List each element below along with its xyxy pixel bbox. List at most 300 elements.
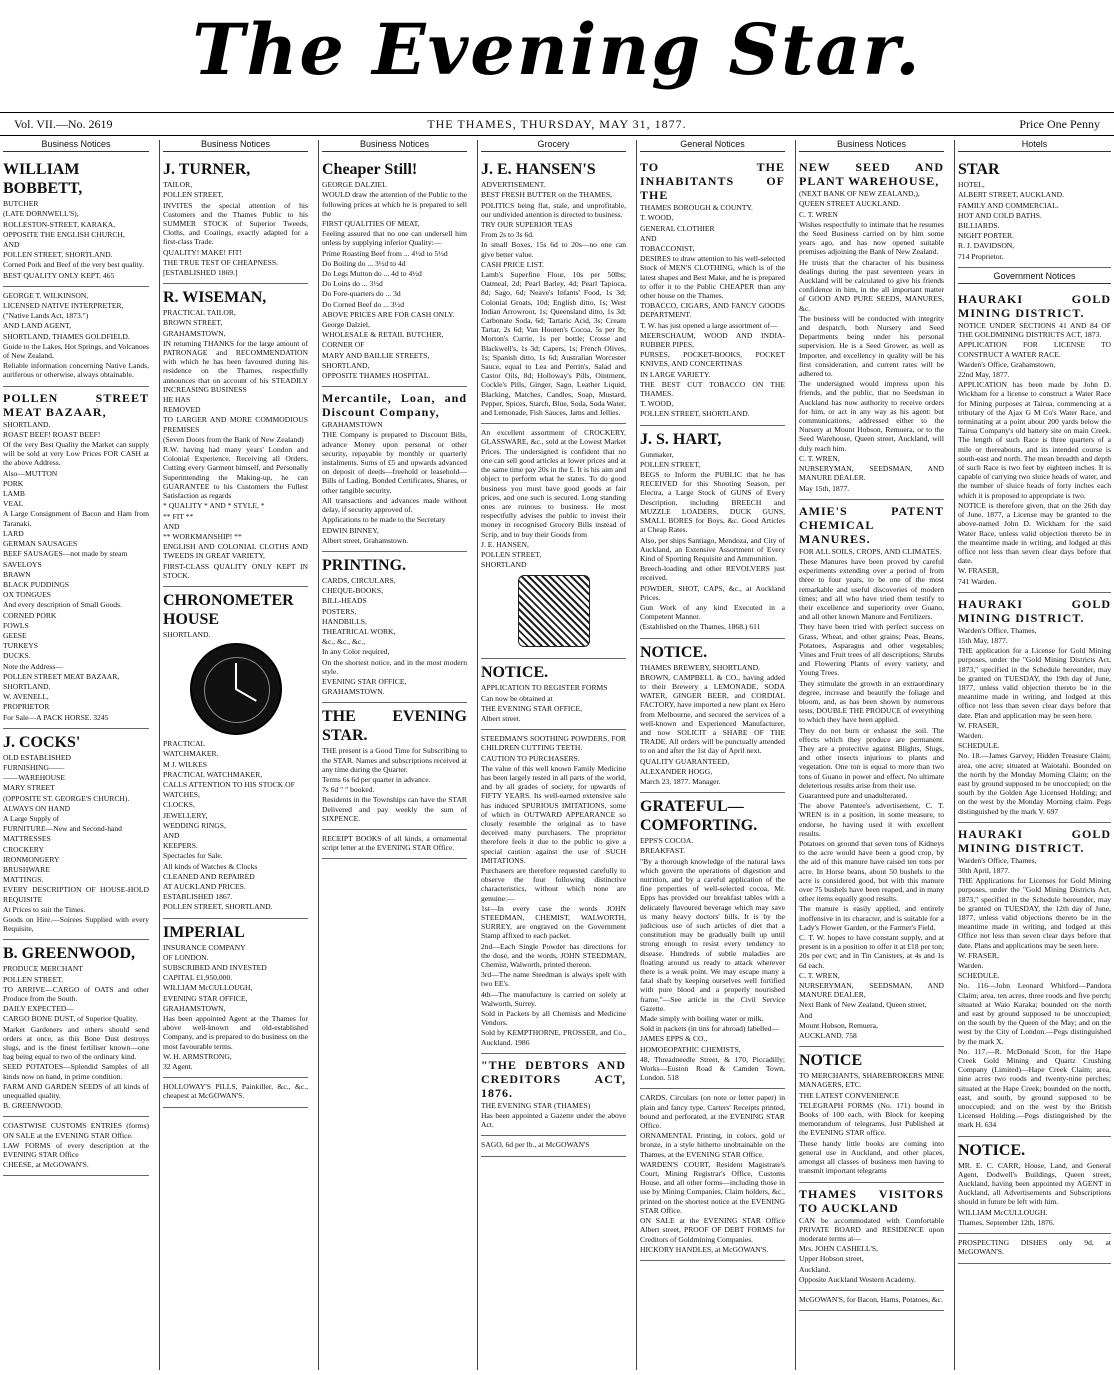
ad-text: In any Color required, [322,647,390,657]
advertisement [322,387,467,552]
ad-text: WARDEN'S COURT, Resident Magistrate's Court, Mining Registrar's Office, Customs House, and all other forms—including those in use by Mining Companies, Claim holders, &c., printed on the shortest notice at the EVENING STAR Office. [640,1159,785,1215]
ad-text: Thames, September 12th, 1876. [958,1217,1055,1227]
ad-text: HOTEL, [958,180,985,190]
ad-headline: GRATEFUL—COMFORTING. [640,798,758,835]
ad-text: W. AVENELL, [3,692,49,702]
ad-text: 3rd—The name Steedman is always spelt with two EE's. [481,970,626,989]
ad-text: Do Loins do ... 3½d [322,279,383,289]
ad-text: QUEEN STREET AUCKLAND. [799,199,901,209]
ad-text: CALLS ATTENTION TO HIS STOCK OF [163,779,295,789]
ad-text: THE BEST CUT TOBACCO ON THE THAMES. [640,379,785,399]
ad-text: WATCHES, [163,790,200,800]
ad-headline: PRINTING. [322,556,407,574]
ad-text: WATCHMAKER. [163,749,219,759]
ad-text: ROLLESTON-STREET, KARAKA, [3,219,116,229]
ad-text: ** WORKMANSHIP! ** [163,531,242,541]
ad-text: AT AUCKLAND PRICES. [163,881,246,891]
advertisement [322,552,467,703]
ad-text: T. WOOD, [640,399,674,409]
ad-text: Purchasers are therefore requested carefully to observe the four following distinctive characteristics, without which none are genuine:— [481,865,626,903]
crest-emblem-icon [518,575,590,647]
ad-text: AND [640,233,657,243]
ad-text: And every description of Small Goods. [3,600,122,610]
ad-text: JAMES EPPS & CO., [640,1034,708,1044]
ad-text: NOTICE UNDER SECTIONS 41 AND 84 OF THE GOLDMINING DISTRICTS ACT, 1873. [958,321,1111,340]
ad-text: Goods on Hire.—Soirees Supplied with every Requisite, [3,915,149,934]
advertisement [958,823,1111,1137]
ad-text: TAILOR, [163,180,193,190]
ad-headline: J. E. HANSEN'S [481,161,596,179]
ad-headline: STEEDMAN'S SOOTHING POWDERS, FOR CHILDREN CUTTING TEETH. [481,734,626,753]
advertisement [640,1089,785,1260]
column-3 [318,140,470,1370]
ad-text: T. WOOD, [640,213,674,223]
ad-headline: B. GREENWOOD, [3,945,136,963]
ad-text: ROAST BEEF! ROAST BEEF! [3,429,101,439]
ad-text: Has been appointed Agent at the Thames for above well-known and old-established Company, and is prepared to do business on the most favourable terms. [163,1014,308,1051]
ad-text: 30th April, 1877. [958,865,1010,875]
ad-text: Albert street. [481,713,521,723]
ad-headline: THAMES VISITORS TO AUCKLAND [799,1186,944,1215]
ad-text: &c., &c., &c., [322,637,366,647]
ad-text: THAMES BOROUGH & COUNTY. [640,203,753,213]
ad-text: EVERY DESCRIPTION OF HOUSE-HOLD REQUISITE [3,885,149,904]
advertisement [958,1234,1111,1263]
ad-text: JEWELLERY, [163,810,208,820]
column-heading: General Notices [640,140,785,152]
ad-text: TO LARGER AND MORE COMMODIOUS PREMISES [163,415,308,434]
ad-text: PRACTICAL [163,739,206,749]
ad-text: In small Boxes, 15s 6d to 20s—no one can give better value. [481,240,626,259]
ad-text: Market Gardeners and others should send orders at once, as this Bone Dust destroys slugs, and is the finest fertiliser known—one bag being equal to two of the ordinary kind. [3,1024,149,1062]
ad-text: OPPOSITE THE ENGLISH CHURCH, [3,229,125,239]
ad-text: POLLEN STREET, [163,190,224,200]
ad-text: (Established on the Thames, 1868.) 611 [640,622,761,632]
ad-text: R. J. DAVIDSON, [958,241,1015,251]
ad-text: Sold in Packets by all Chemists and Medicine Vendors. [481,1009,626,1028]
advertisement [640,639,785,794]
advertisement [322,156,467,387]
ad-text: GRAHAMSTOWN [322,420,383,430]
ad-text: Warden. [958,961,984,971]
advertisement [3,387,149,729]
ad-text: Gunmaker, [640,449,674,459]
ad-text: FURNITURE—New and Second-hand [3,824,122,834]
ad-text: A Large Supply of [3,813,60,823]
ad-text: OF LONDON. [163,952,209,962]
ad-headline: IMPERIAL [163,923,245,941]
column-7 [954,140,1114,1370]
ad-text: WHOLESALE & RETAIL BUTCHER, [322,330,444,340]
section-heading: Government Notices [958,272,1111,284]
ad-text: QUALITY GUARANTEED, [640,756,730,766]
ad-headline: TO THE INHABITANTS OF THE [640,160,785,203]
ad-text: WILLIAM McCULLOUGH. [958,1207,1048,1217]
ad-text: R.W. having had many years' London and Colonial Experience. Receiving all Orders, Cutting every Garment himself, and Personally Superintending the Making-up, he can GUARANTEE to his Customers the Fullest Satisfaction as regards [163,445,308,501]
ad-headline: NOTICE. [958,1141,1026,1159]
ad-headline: CARDS, Circulars (on note or letter paper) in plain and fancy type. Carters' Receipts printed, bound and perforated, at the EVENING STAR Office. [640,1093,785,1131]
ad-text: Feeling assured that no one can undersell him unless by supplying inferior Quality:— [322,229,467,248]
ad-text: THE present is a Good Time for Subscribing to the STAR. Names and subscriptions received at any time during the Quarter. [322,746,467,774]
ad-text: Warden. [958,730,984,740]
ad-text: Mrs. JOHN CASHELL'S, [799,1244,879,1254]
ad-text: BEEF SAUSAGES—not made by steam [3,549,128,559]
ad-text: IN returning THANKS for the large amount of PATRONAGE and RECOMMENDATION with which he has been favoured during his residence on the Thames, respectfully announces that on account of his STEADILY INCREASING BUSINESS [163,338,308,394]
dateline [0,112,1114,136]
ad-text: CORNER OF [322,340,365,350]
ad-text: POLLEN STREET, [481,549,542,559]
advertisement [799,1047,944,1182]
ad-text: C. T. W. hopes to have constant supply, and at present is in a position to offer it at £18 per ton; 20s per cwt; and in Tin Canisters, at 4s and 1s 6d each. [799,933,944,970]
ad-text: QUALITY! MAKE! FIT! [163,247,242,257]
ad-text: Lamb's Superfine Flour, 10s per 50lbs; Oatmeal, 2d; Pearl Barley, 4d; Pearl Tapioca, 8d; Sago, 6d; Neave's Infants' Food, 1s 3d; Colonial Groats, 10d; English ditto, 1s; West Indian Arrowroot, 1s; Queensland ditto, 1s 3d; Carbonate Soda, 6d; Tartaric Acid, 3s; Cream Tartar, 2s 6d; Van Houten's Cocoa, 5s per lb; Morton's Currie, 1s per bottle; Crosse and Blackwell's, 1s 3d; Capers, 1s; French Olives, 1s; Spanish ditto, 1s 6d; Australian Worcester Sauce, equal to Lea and Perrin's, Salad and Castor Oils, 8d; Holloway's Pills, Ointment, Cockle's Pills, Ginger, Sago, Leather Liquid, Blacking, Matches, Candles, Soap, Mustard, Pepper, Spices, Starch, Blue, Soda, Soda Water, and Lemonade, Fish Sauces, Jams and Jellies. [481,270,627,418]
ad-text: For Sale—A PACK HORSE. 3245 [3,712,109,722]
ad-text: MATTRESSES [3,834,51,844]
ad-text: All transactions and advances made without delay, if security approved of. [322,495,467,515]
masthead [0,0,1114,112]
ad-text: Prime Roasting Beef from ... 4½d to 5½d [322,248,448,258]
ad-text: (LATE DORNWELL'S), [3,209,79,219]
advertisement [3,287,149,387]
ad-text: These Manures have been proved by careful experiments extending over a period of from three to four years, to be one of the most remarkable and useful discoveries of modern times; and all who have tried them testify to their excellence and superiority over Guano, and all other known Manure and Fertilizers. [799,556,944,622]
ad-text: POWDER, SHOT, CAPS, &c., at Auckland Prices. [640,583,785,602]
ad-text: 32 Agent. [163,1062,193,1072]
ad-text: BLACK PUDDINGS [3,579,70,589]
ad-headline: THE EVENING STAR. [322,708,467,745]
columns [0,140,1114,1370]
ad-text: SUBSCRIBED AND INVESTED [163,962,267,972]
ad-headline: J. TURNER, [163,161,251,179]
ad-headline: "THE DEBTORS AND CREDITORS ACT, 1876. [481,1057,626,1100]
column-2 [159,140,311,1370]
ad-text: Guaranteed pure and unadulterated. [799,790,908,800]
ad-text: AND [163,521,180,531]
ad-text: Residents in the Townships can have the STAR Delivered and pay weekly the sum of SIXPENCE. [322,795,467,823]
advertisement [163,156,308,284]
ad-text: POLLEN STREET. [3,974,64,984]
ad-text: TO ARRIVE—CARGO of OATS and other Produce from the South. [3,984,149,1004]
advertisement [3,729,149,941]
advertisement [3,156,149,287]
ad-text: SHORTLAND. [3,681,51,691]
ad-text: C. T. WREN, [799,453,840,463]
column-heading: Grocery [481,140,626,152]
ad-text: March 23, 1877. Manager. [640,776,721,786]
ad-text: CARDS, CIRCULARS, [322,575,396,585]
ad-text: W. H. ARMSTRONG, [163,1051,232,1061]
advertisement [481,1136,626,1156]
ad-text: THE LATEST CONVENIENCE [799,1090,899,1100]
ad-text: FIRST QUALITIES OF MEAT, [322,219,420,229]
newspaper-title: The Evening Star. [192,8,922,91]
ad-text: GRAHAMSTOWN, [163,1003,226,1013]
ad-text: Potatoes on ground that seven tons of Kidneys to the acre would have been a good crop, by the aid of this manure have raised ten tons per acre. In Horse beans, about 50 bushels to the acre is considered good, but with this manure over 75 bushels have been reaped, and in many other items equally good results. [799,839,944,904]
ad-text: VEAL [3,499,24,509]
ad-text: May 15th, 1877. [799,483,850,493]
ad-text: BEST FRESH BUTTER on the THAMES, [481,190,612,200]
price: Price One Penny [1019,117,1100,131]
ad-text: ("Native Lands Act, 1873.") [3,311,89,321]
ad-text: LAMB [3,489,25,499]
ad-text: 22nd May, 1877. [958,370,1010,380]
ad-text: NURSERYMAN, SEEDSMAN, AND MANURE DEALER. [799,464,944,483]
ad-text: Reliable information concerning Native Lands, auriferous or otherwise, always obtainable. [3,361,149,380]
ad-text: Corned Pork and Beef of the very best quality. [3,260,145,270]
ad-text: DESIRES to draw attention to his well-selected Stock of MEN'S CLOTHING, which is of the latest shapes and Best Make, and he is prepared to offer it to the Public CHEAPER than any other house on the Thames. [640,254,785,301]
ad-text: From 2s to 3s 6d. [481,230,534,240]
ad-text: Sold by KEMPTHORNE, PROSSER, and Co., Auckland. 1986 [481,1028,626,1047]
ad-text: NURSERYMAN, SEEDSMAN, AND MANURE DEALER, [799,981,944,1000]
ad-text: POLLEN STREET, SHORTLAND. [163,902,273,912]
ad-text: (OPPOSITE ST. GEORGE'S CHURCH). [3,793,130,803]
ad-text: George Dalziel, [322,320,370,330]
ad-headline: AMIE'S PATENT CHEMICAL MANURES. [799,503,944,546]
ad-text: The value of this well known Family Medicine has been largely tested in all parts of the world, and by all grades of society, for upwards of FIFTY YEARS. Its well-earned extensive sale has induced SPURIOUS IMITATIONS, some of which in OUTWARD APPEARANCE so closely resemble the original as to have deceived many purchasers. The proprietor therefore feels it due to the public to give a special caution against the use of SUCH IMITATIONS. [481,763,626,865]
column-6 [795,140,947,1370]
ad-headline: HAURAKI GOLD MINING DISTRICT. [958,826,1111,855]
advertisement [640,426,785,639]
ad-text: ORNAMENTAL Printing, in colors, gold or bronze, in a style hitherto unobtainable on the Thames, at the EVENING STAR Office. [640,1131,785,1159]
advertisement [322,830,467,859]
ad-text: 15th May, 1877. [958,635,1008,645]
ad-text: KEEPERS. [163,841,198,851]
ad-text: POLITICS being flat, stale, and unprofitable, our undivided attention is directed to business. [481,200,626,219]
ad-text: Breech-loading and other REVOLVERS just received. [640,564,785,583]
ad-text: SEED POTATOES—Splendid Samples of all kinds now on hand, in prime condition. [3,1062,149,1081]
ad-text: Of the very Best Quality the Market can supply will be sold at very Low Prices FOR CASH at the above Address. [3,440,149,468]
advertisement [3,940,149,1117]
ad-text: On the shortest notice, and in the most modern style. [322,657,467,676]
advertisement [481,730,626,1054]
ad-text: AND [163,830,180,840]
ad-text: INVITES the special attention of his Customers and the Thames Public to his SUMMER STOCK of Superior Tweeds, Cloths, and Coatings, exactly adapted for a first-class Trade. [163,200,308,247]
ad-text: No. 18.—James Garvey; Hidden Treasure Claim; area, one acre; situated at Waiotahi. Bounded on the north by the Monday Morning Claim; on the east by ground supposed to be unoccupied; on the south by the Golden Age Licensed Holding; and on the west by the Monday Morning claim. Pegs distinguished by the mark V. 697 [958,751,1111,816]
ad-text: Gun Work of any kind Executed in a Competent Manner. [640,602,785,622]
ad-text: Also, per ships Santiago, Mendoza, and City of Auckland, an Extensive Assortment of Every Kind of Sporting Requisite and Ammunition. [640,535,785,563]
ad-text: T. W. has just opened a large assortment of— [640,320,778,330]
ad-text: HOMOEOPATHIC CHEMISTS, [640,1044,741,1054]
ad-text: IN LARGE VARIETY. [640,369,711,379]
advertisement [163,919,308,1079]
ad-text: HICKORY HANDLES, at McGOWAN'S. [640,1244,769,1254]
ad-text: AND LAND AGENT, [3,321,71,331]
ad-text: MATTINGS. [3,875,44,885]
ad-text: EVENING STAR OFFICE, [322,676,407,686]
ad-text: NOTICE is therefore given, that on the 26th day of June, 1877, a License may be granted to the above-named John D. Wickham for the said Water Race, unless valid objection thereto be in the meantime made in writing, and lodged at this office not less than seven clear days before that date. [958,500,1111,566]
ad-text: Albert street, Grahamstown. [322,535,409,545]
ad-text: CASH PRICE LIST. [481,259,544,269]
ad-text: CHEESE, at McGOWAN'S. [3,1160,89,1170]
ad-text: GEESE [3,630,27,640]
column-heading: Business Notices [799,140,944,152]
ad-text: POLLEN STREET, [640,459,701,469]
ad-text: W. FRASER, [958,950,999,960]
ad-text: BUTCHER [3,199,39,209]
ad-text: These handy little books are coming into general use in Auckland, and other places, amongst all classes of business men having to transmit important telegrams [799,1138,944,1176]
ad-text: No. 116—John Leonard Whitford—Pandora Claim; area, ten acres, three roods and five perch; situated at Waio Karaka; bounded on the north and east by ground supposed to be unoccupied; on the south by the Queen of the May; and on the west by the City of London.—Pegs distinguished by the mark X. [958,981,1111,1046]
ad-text: Warden's Office, Grahamstown, [958,359,1056,369]
ad-headline: CHRONOMETER HOUSE [163,591,294,628]
ad-text: APPLICATION has been made by John D. Wickham for a license to construct a Water Race for Mining purposes at Tairua, commencing at a tributary of the Ajax G M Co's Water Race, and terminating at a point about 200 yards below the Tairua Company's old battery site on main Creek. The length of such Race is three quarters of a mile or thereabouts, and its intended course is south-east and north. The mean breadth and depth of such Race is two feet by eighteen inches. It is capable of carrying two sluice heads of water, and the number of sluice heads of forty inches each which it is proposed to appropriate is two. [958,380,1111,500]
ad-text: ON SALE at the EVENING STAR Office Albert street, PROOF OF DEBT FORMS for Creditors of Goldmining Companies. [640,1216,785,1244]
column-1 [0,140,152,1370]
ad-text: The above Patentee's advertisement, C. T. WREN is in a position, in some measure, to endorse, he having used it with excellent results. [799,801,944,838]
ad-text: They stimulate the growth in an extraordinary degree, increase and beautify the foliage and bloom, and, as has been shown by numerous tests, DOUBLE THE PRODUCE of everything to which they have been applied. [799,678,944,725]
ad-text: WOULD draw the attention of the Public to the following prices at which he is prepared to sell the [322,190,467,218]
ad-text: CLEANED AND REPAIRED [163,871,255,881]
ad-text: C. T. WREN [799,209,838,219]
ad-text: THE TRUE TEST OF CHEAPNESS. [163,257,278,267]
ad-headline: NOTICE. [640,643,708,661]
ad-text: BEGS to Inform the PUBLIC that he has RECEIVED for this Shooting Season, per Electra, a Large Stock of GUNS of Every Description, including BREECH and MUZZLE LOADERS, DUCK GUNS, SMALL BORES for Boys, &c. Good Articles at Cheap Rates. [640,470,785,535]
ad-headline: NOTICE [799,1052,863,1070]
ad-text: AND [3,240,20,250]
ad-text: SAVELOYS [3,559,42,569]
ad-text: Auckland. [799,1264,831,1274]
advertisement [3,1117,149,1176]
advertisement [799,1183,944,1291]
ad-text: BRUSHWARE [3,864,50,874]
ad-headline: McGOWAN'S, for Bacon, Hams, Potatoes, &c. [799,1294,943,1304]
ad-text: FURNISHING—— [3,762,65,772]
ad-text: REMOVED [163,405,201,415]
ad-text: The manure is easily applied, and entirely inoffensive in its character, and is suitable for a Lady's Flower Garden, or the Farmer's Field. [799,904,944,932]
ad-text: PORK [3,478,24,488]
ad-text: ALWAYS ON HAND [3,803,71,813]
ad-headline: RECEIPT BOOKS of all kinds, a ornamental script letter at the EVENING STAR Office. [322,833,467,853]
ad-text: W. FRASER, [958,720,999,730]
ad-text: HOT AND COLD BATHS. [958,210,1042,220]
ad-text: SHORTLAND, [322,360,370,370]
ad-text: APPLICATION FOR LICENSE TO CONSTRUCT A WATER RACE. [958,340,1111,359]
ad-text: BRAWN [3,569,31,579]
ad-headline: HOLLOWAY'S PILLS, Painkiller, &c., &c., cheapest at McGOWAN'S. [163,1082,308,1101]
advertisement [640,793,785,1089]
ad-text: THEATRICAL WORK, [322,626,396,636]
advertisement [163,1078,308,1107]
ad-headline: HAURAKI GOLD MINING DISTRICT. [958,292,1111,321]
advertisement [322,703,467,830]
ad-headline: COASTWISE CUSTOMS ENTRIES (forms) ON SALE at the EVENING STAR Office. [3,1121,149,1140]
ad-text: GERMAN SAUSAGES [3,539,78,549]
ad-text: MR. E. C. CARR, House, Land, and General Agent, Dodwell's Buildings, Queen street, Auckland, having been appointed my AGENT in Auckland, all Advertisements and Subscriptions should in future be left with him. [958,1160,1111,1207]
ad-text: They have been tried with perfect success on Grass, Wheat, and other grains; Peas, Beans, Potatoes, Asparagus and other vegetables; Vines and Fruit trees of all descriptions; Shrubs and Flowering Plants of every variety, and Young Trees. [799,622,944,678]
ad-text: CORNED PORK [3,610,57,620]
ad-text: Note the Address— [3,661,63,671]
ad-text: POLLEN STREET, SHORTLAND. [3,250,113,260]
advertisement [640,156,785,425]
ad-text: Upper Hobson street, [799,1254,864,1264]
advertisement [958,1137,1111,1234]
ad-text: [ESTABLISHED 1869.] [163,268,238,278]
ad-text: SHORTLAND [481,560,527,570]
advertisement [481,156,626,424]
ad-text: GEORGE DALZIEL [322,180,387,190]
column-heading: Business Notices [322,140,467,152]
advertisement [481,1054,626,1137]
ad-text: BREAKFAST. [640,846,686,856]
ad-text: PURSES, POCKET-BOOKS, POCKET KNIVES, AND CONCERTINAS [640,350,785,369]
ad-text: FARM AND GARDEN SEEDS of all kinds of unequalled quality. [3,1081,149,1101]
ad-headline: An excellent assortment of CROCKERY, GLASSWARE, &c., sold at the Lowest Market Prices. The undersigned is confident that no one can sell good articles at lower prices and at the same time pay 20s in the £. It is his aim and object to perform what he states. To do good business you must have good goods at fair prices, and one such is secured. Long standing ones are ruinous to business. He most respectfully advises the public to invest their money in recognised Grocery Bills instead of Scrip, and to buy their Goods from [481,428,626,539]
issue-date: THE THAMES, THURSDAY, MAY 31, 1877. [427,117,687,131]
ad-text: POLLEN STREET MEAT BAZAAR, [3,671,120,681]
ad-text: SCHEDULE. [958,741,1000,751]
ad-text: IRONMONGERY [3,854,60,864]
ad-text: Also—MUTTON [3,468,58,478]
advertisement [799,1291,944,1311]
ad-text: They do not burn or exhaust the soil. The effects which they produce are permanent. They are a protective against Blights, Slugs, and other insects injurious to plants and vegetation. One ton is equal to more than two tons of Guano in power and effect. No ultimate deleterious results arise from their use. [799,725,944,790]
ad-text: EPPS'S COCOA. [640,836,694,846]
ad-headline: Mercantile, Loan, and Discount Company, [322,391,467,420]
ad-headline: J. S. HART, [640,430,722,448]
ad-text: ADVERTISEMENT. [481,180,546,190]
ad-text: Has been appointed a Gazette under the above Act. [481,1111,626,1130]
ad-text: SHORTLAND. [163,629,211,639]
ad-text: WEDDING RINGS, [163,820,226,830]
ad-text: MARY STREET [3,783,55,793]
ad-text: Terms 6s 6d per quarter in advance. [322,774,431,784]
ad-text: M J. WILKES [163,759,207,769]
ad-text: 1st—In every case the words JOHN STEEDMAN, CHEMIST, WALWORTH, SURREY, are engraved on the Government Stamp affixed to each packet. [481,903,626,941]
ad-text: B. GREENWOOD. [3,1101,63,1111]
ad-text: OPPOSITE THAMES HOSPITAL. [322,371,431,381]
ad-text: ALEXANDER HOGG, [640,766,713,776]
column-heading: Business Notices [163,140,308,152]
ad-headline: Cheaper Still! [322,161,418,179]
ad-text: W. FRASER, [958,566,999,576]
ad-text: ——WAREHOUSE [3,773,66,783]
ad-text: TRY OUR SUPERIOR TEAS [481,220,573,230]
ad-text: FOR ALL SOILS, CROPS, AND CLIMATES. [799,546,942,556]
ad-text: TURKEYS [3,641,39,651]
advertisement [958,156,1111,268]
ad-text: ** FIT ** [163,511,194,521]
ad-text: Sold in packets (in tins for abroad) labelled— [640,1024,779,1034]
ad-text: HE HAS [163,395,191,405]
ad-headline: NOTICE. [481,664,549,682]
ad-text: ENGLISH AND COLONIAL CLOTHS AND TWEEDS IN GREAT VARIETY, [163,542,308,561]
ad-text: Guide to the Lakes, Hot Springs, and Volcanoes of New Zealand. [3,341,149,361]
ad-text: OLD ESTABLISHED [3,752,71,762]
ad-text: The business will be conducted with integrity and despatch, both Nursery and Seed Departments being under his personal supervision. He is a Seed Grower, as well as Importer, and excellency in quality will be his first consideration, and current rates will be adhered to. [799,313,944,379]
advertisement [481,659,626,730]
column-4 [477,140,629,1370]
ad-text: Made simply with boiling water or milk. [640,1014,764,1024]
ad-text: ALBERT STREET, AUCKLAND. [958,190,1064,200]
ad-text: THE EVENING STAR (THAMES) [481,1100,591,1110]
volume-number: Vol. VII.—No. 2619 [14,117,113,131]
advertisement [958,593,1111,823]
column-5 [636,140,788,1370]
ad-text: TOBACCONIST, [640,244,695,254]
ad-text: Can now be obtained at [481,693,553,703]
ad-text: PRACTICAL TAILOR, [163,308,236,318]
ad-text: ABOVE PRICES ARE FOR CASH ONLY. [322,309,455,319]
ad-text: LICENSED NATIVE INTERPRETER, [3,301,124,311]
ad-text: Opposite Auckland Western Academy. [799,1274,916,1284]
ad-text: GRAHAMSTOWN, [163,328,226,338]
ad-text: BILLIARDS. [958,221,1000,231]
ad-text: 714 Proprietor. [958,251,1004,261]
ad-text: OX TONGUES [3,590,52,600]
ad-text: THE Company is prepared to Discount Bills, advance Money upon personal or other security, repayable by monthly or quarterly instalments. Sums of £5 and upwards advanced on deposit of deeds—freehold or leasehold—Bills of Lading, Bonded Certificates, Shares, or other tangible security. [322,430,467,495]
ad-text: FOWLS [3,620,29,630]
ad-text: PRACTICAL WATCHMAKER, [163,769,263,779]
ad-headline: POLLEN STREET MEAT BAZAAR, [3,390,149,419]
ad-text: Warden's Office, Thames, [958,625,1037,635]
ad-text: Do Corned Beef do ... 3½d [322,299,405,309]
